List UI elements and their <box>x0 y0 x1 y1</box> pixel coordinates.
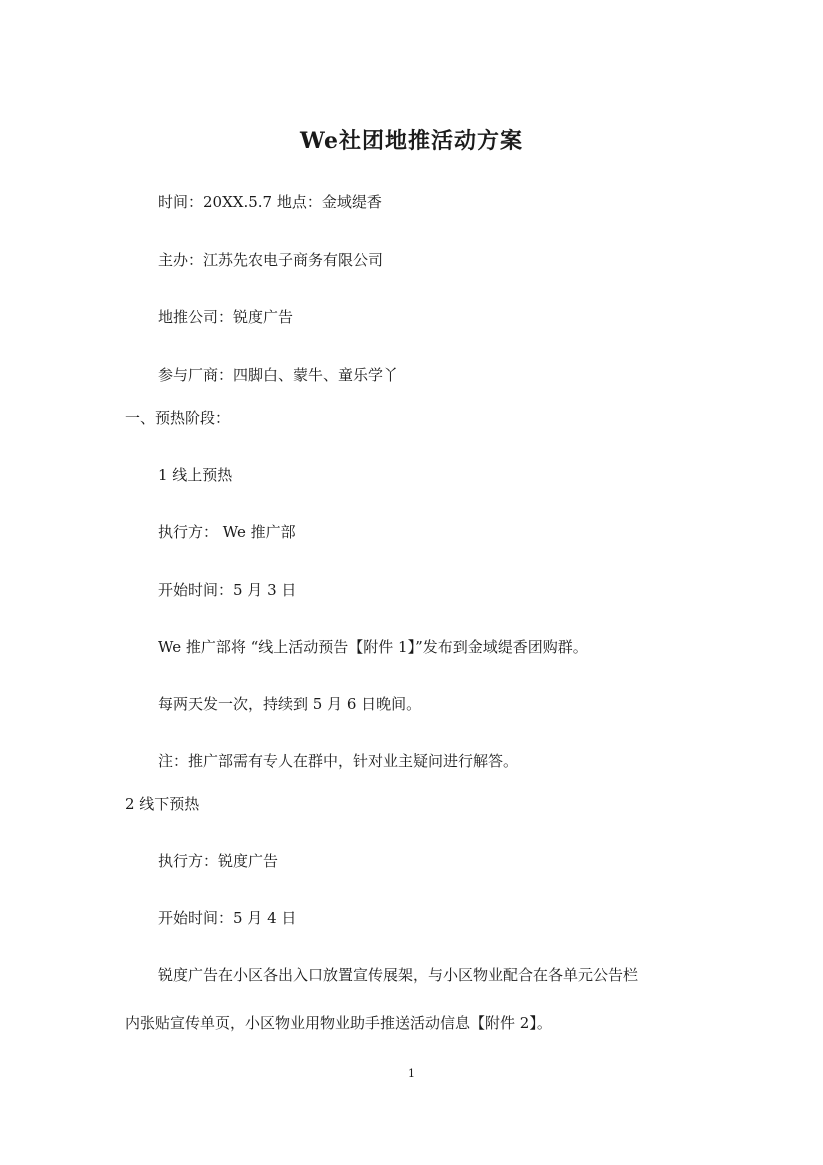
document-title: We社团地推活动方案 <box>300 128 523 154</box>
start-date-line-offline: 开始时间：5 月 4 日 <box>158 909 297 927</box>
section-heading-warmup: 一、预热阶段： <box>125 409 231 427</box>
online-publish-line: We 推广部将 “线上活动预告【附件 1】”发布到金域缇香团购群。 <box>158 638 588 656</box>
promotion-company-line: 地推公司：锐度广告 <box>158 308 294 326</box>
page-number: 1 <box>408 1067 415 1080</box>
start-date-line-online: 开始时间：5 月 3 日 <box>158 581 297 599</box>
offline-description-line-1: 锐度广告在小区各出入口放置宣传展架，与小区物业配合在各单元公告栏 <box>158 966 639 984</box>
subsection-offline-warmup: 2 线下预热 <box>125 795 200 813</box>
frequency-line: 每两天发一次，持续到 5 月 6 日晚间。 <box>158 695 422 713</box>
offline-description-line-2: 内张贴宣传单页，小区物业用物业助手推送活动信息【附件 2】。 <box>125 1014 552 1032</box>
executor-line-online: 执行方： We 推广部 <box>158 523 296 541</box>
note-line: 注：推广部需有专人在群中，针对业主疑问进行解答。 <box>158 752 519 770</box>
executor-line-offline: 执行方：锐度广告 <box>158 852 279 870</box>
participants-line: 参与厂商：四脚白、蒙牛、童乐学丫 <box>158 366 399 384</box>
organizer-line: 主办：江苏先农电子商务有限公司 <box>158 251 384 269</box>
time-location-line: 时间：20XX.5.7 地点：金域缇香 <box>158 193 382 211</box>
subsection-online-warmup: 1 线上预热 <box>158 466 233 484</box>
